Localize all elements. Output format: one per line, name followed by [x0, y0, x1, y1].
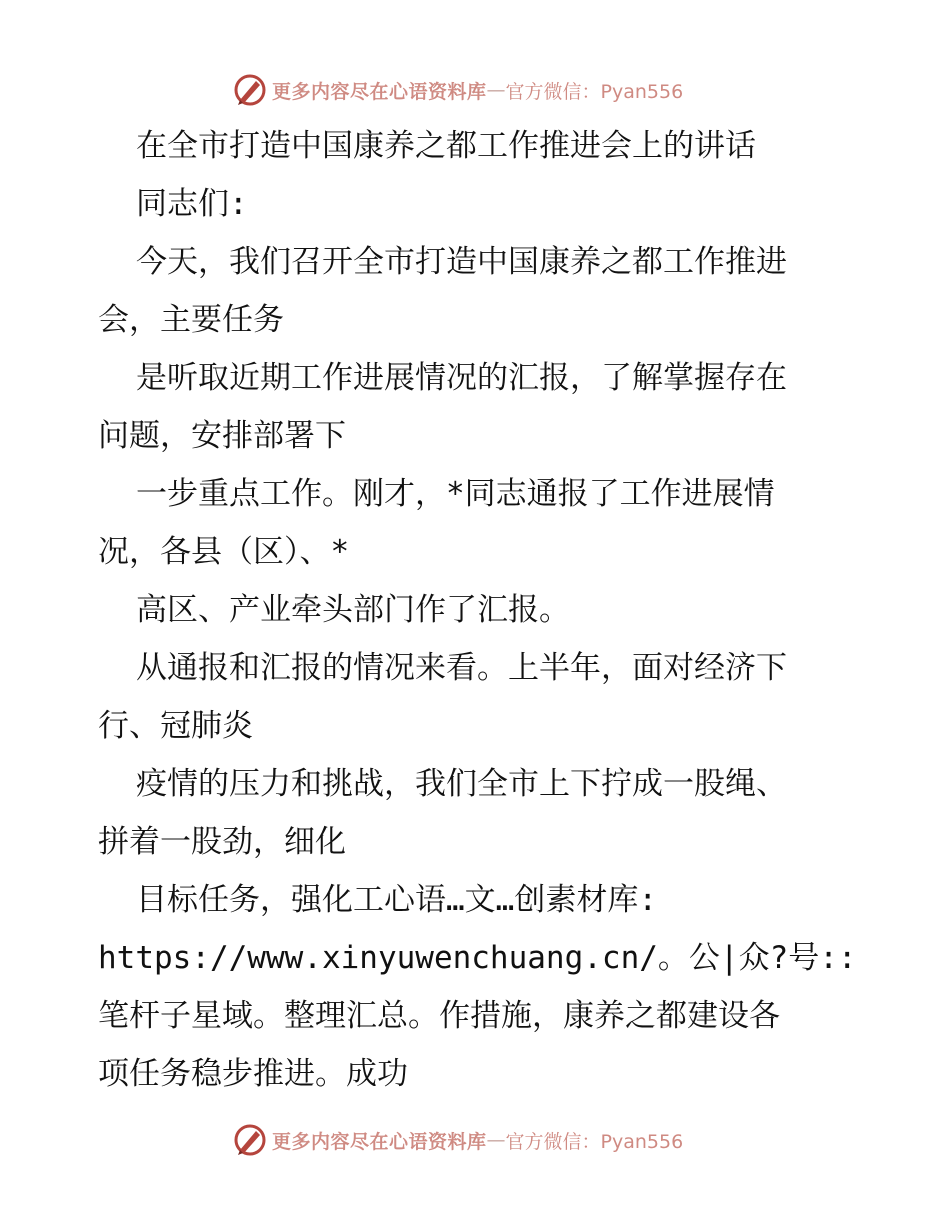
text-line: 同志们:	[136, 186, 248, 222]
banner-title: 更多内容尽在心语资料库	[272, 80, 487, 103]
text-line: 今天，我们召开全市打造中国康养之都工作推进	[136, 244, 787, 280]
banner-separator: —	[486, 1129, 506, 1151]
text-line: 会，主要任务	[98, 302, 284, 338]
banner-contact: 官方微信：Pyan556	[505, 80, 684, 103]
pen-logo-icon	[232, 1122, 268, 1158]
footer-watermark-banner	[232, 1120, 683, 1160]
text-line: 项任务稳步推进。成功	[98, 1056, 408, 1092]
banner-separator: —	[486, 79, 506, 101]
document-body	[98, 117, 858, 1103]
banner-contact: 官方微信：Pyan556	[505, 1130, 684, 1153]
banner-title: 更多内容尽在心语资料库	[272, 1130, 487, 1153]
pen-logo-icon	[232, 72, 268, 108]
text-line: 况，各县（区）、*	[98, 534, 350, 570]
text-line: 行、冠肺炎	[98, 708, 253, 744]
text-line: 疫情的压力和挑战，我们全市上下拧成一股绳、	[136, 766, 787, 802]
text-line: 目标任务，强化工心语…文…创素材库:	[136, 882, 657, 918]
text-line: 拼着一股劲，细化	[98, 824, 346, 860]
text-line: 从通报和汇报的情况来看。上半年，面对经济下	[136, 650, 787, 686]
text-line: 一步重点工作。刚才，*同志通报了工作进展情	[136, 476, 775, 512]
text-line: 问题，安排部署下	[98, 418, 346, 454]
text-line: 高区、产业牵头部门作了汇报。	[136, 592, 570, 628]
text-line: 笔杆子星域。整理汇总。作措施，康养之都建设各	[98, 998, 780, 1034]
header-watermark-banner	[232, 70, 683, 110]
document-title: 在全市打造中国康养之都工作推进会上的讲话	[136, 128, 756, 164]
text-line-url: https://www.xinyuwenchuang.cn/。公|众?号::	[98, 940, 857, 976]
text-line: 是听取近期工作进展情况的汇报，了解掌握存在	[136, 360, 787, 396]
